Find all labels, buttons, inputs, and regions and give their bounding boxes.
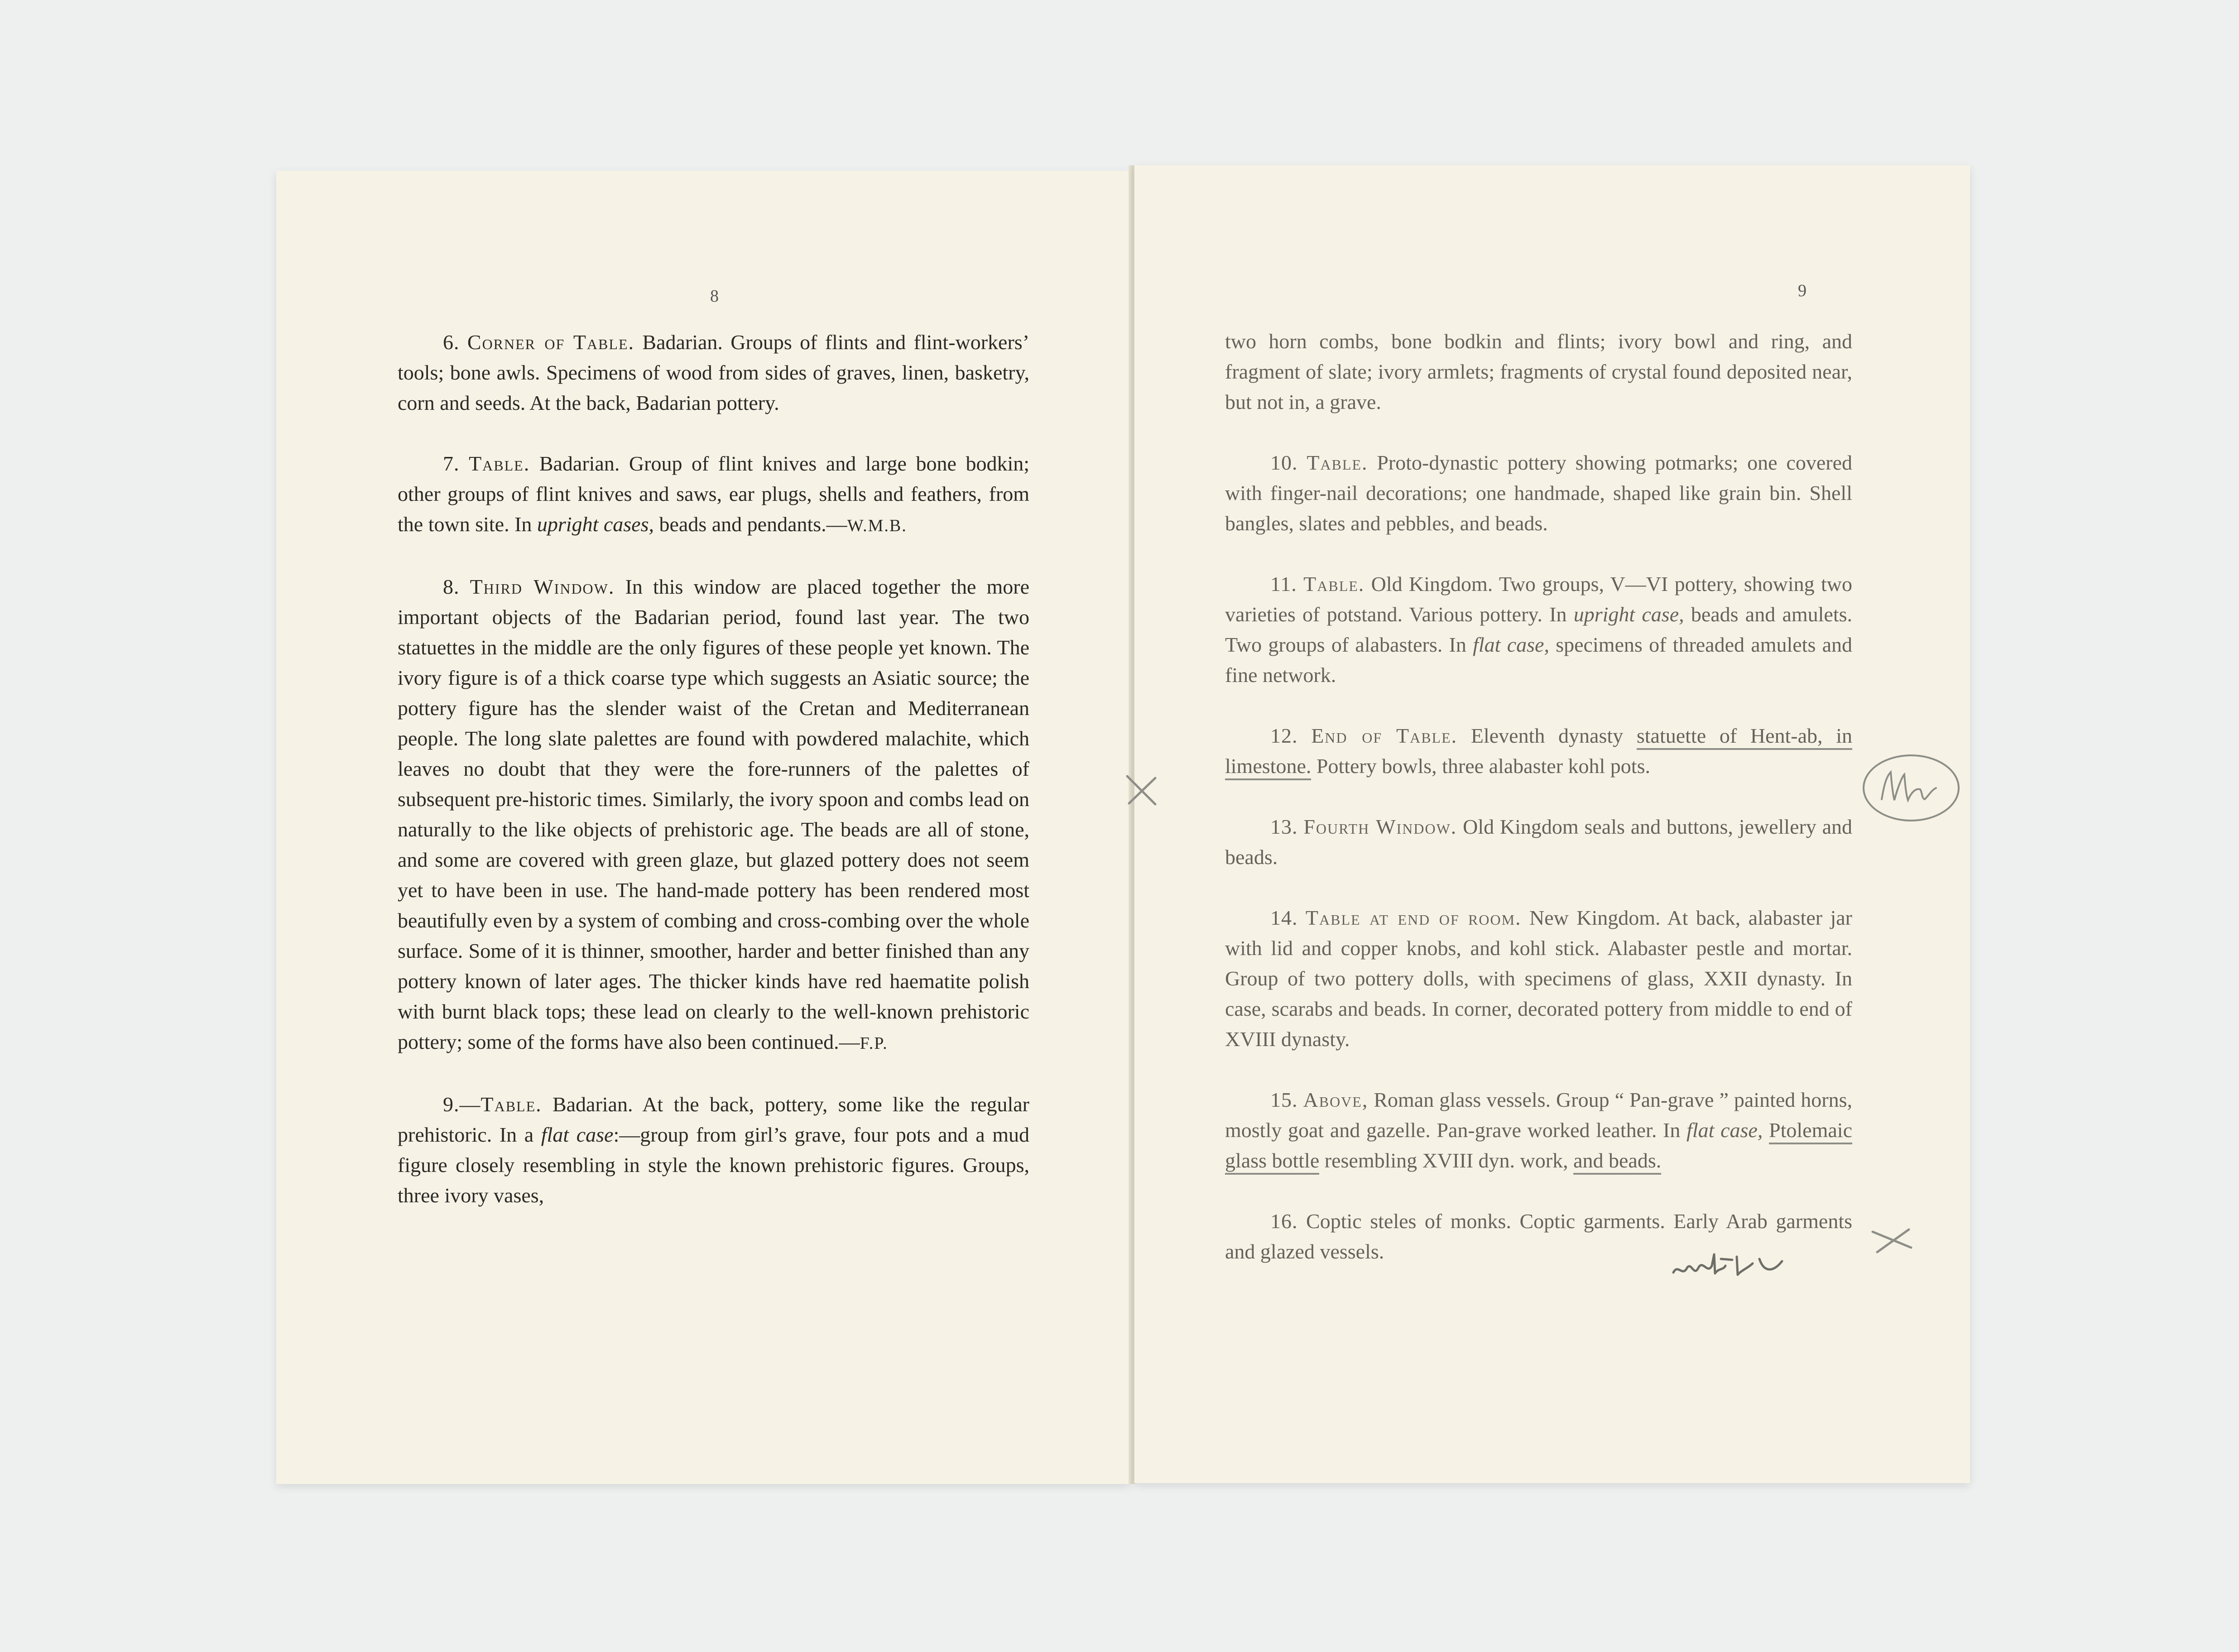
open-booklet: [276, 165, 1970, 1483]
entry-number: 13.: [1270, 815, 1298, 838]
entry-italic: upright case,: [1573, 603, 1684, 626]
entry-number: 6.: [443, 331, 460, 354]
entry-heading: Corner of Table.: [467, 331, 634, 354]
pencil-underlined-text: and beads.: [1573, 1149, 1661, 1175]
entry-heading: Table at end of room.: [1305, 906, 1522, 929]
entry-8: [398, 571, 1029, 1059]
entry-heading: Table.: [469, 452, 530, 475]
left-page: [276, 171, 1130, 1484]
author-initials: F.P.: [860, 1034, 888, 1053]
entry-9: [398, 1089, 1029, 1210]
entry-heading: End of Table.: [1311, 724, 1458, 747]
entry-heading: Table.: [1307, 451, 1368, 474]
entry-text: specimens of threaded amulets and fine network.: [1225, 633, 1853, 687]
entry-text: Old Kingdom seals and buttons, jewellery and beads.: [1225, 815, 1853, 869]
entry-text: Pottery bowls, three alabaster kohl pots.: [1316, 754, 1650, 778]
entry-7: [398, 448, 1029, 541]
entry-number: 14.: [1270, 906, 1298, 929]
entry-heading: Third Window.: [470, 575, 615, 598]
entry-11: [1225, 569, 1852, 690]
entry-heading: Above,: [1303, 1088, 1369, 1111]
right-page-text: [1225, 326, 1852, 1297]
entry-10: [1225, 447, 1852, 538]
entry-6: [398, 327, 1029, 418]
pencil-underlined-text: Ptolemaic glass bottle: [1225, 1119, 1852, 1175]
entry-12: [1225, 720, 1852, 781]
entry-text: Old Kingdom. Two groups, V—VI pottery, showing two varieties of potstand. Various pottery. In: [1225, 572, 1853, 626]
entry-italic: flat case,: [1686, 1119, 1763, 1142]
entry-heading: Table.: [1303, 572, 1365, 595]
entry-heading: Table.: [480, 1093, 542, 1116]
entry-number: 8.: [443, 575, 460, 598]
entry-number: 9.—: [443, 1093, 481, 1116]
entry-15: [1225, 1085, 1852, 1176]
page-number: 9: [1798, 281, 1807, 300]
entry-text: Proto-dynastic pottery showing potmarks; one covered with finger-nail decorations; one handmade, shaped like grain bin. Shell bangles, slates and pebbles, and beads.: [1225, 451, 1852, 535]
continued-text: two horn combs, bone bodkin and flints; ivory bowl and ring, and fragment of slate; ivory armlets; fragments of crystal found deposited near, but not in, a grave.: [1225, 330, 1852, 413]
entry-text: Badarian. At the back, pottery, some like the regular prehistoric. In a: [398, 1093, 1030, 1146]
entry-14: [1225, 903, 1852, 1054]
entry-number: 16.: [1270, 1210, 1298, 1233]
pencil-circled-note-icon: [1859, 749, 1963, 826]
entry-text: beads and pendants.—: [659, 513, 847, 536]
entry-text: resembling XVIII dyn. work,: [1324, 1149, 1568, 1172]
entry-text: Badarian. Group of flint knives and large bone bodkin; other groups of flint knives and saws, ear plugs, shells and feathers, from the town site. In: [398, 452, 1030, 536]
entry-italic: flat case: [541, 1123, 614, 1146]
entry-italic: upright cases,: [537, 513, 654, 536]
right-page: [1134, 165, 1970, 1483]
entry-text: beads and amulets. Two groups of alabasters. In: [1225, 603, 1853, 656]
entry-text: In this window are placed together the more important objects of the Badarian period, found last year. The two statuettes in the middle are the only figures of these people yet known. The ivory figure is of a thick coarse type which suggests an Asiatic source; the pottery figure has the slender waist of the Cretan and Mediterranean people. The long slate palettes are found with powdered malachite, which leaves no doubt that they were the fore-runners of the palettes of subsequent pre-historic times. Similarly, the ivory spoon and combs lead on naturally to the like objects of prehistoric age. The beads are all of stone, and some are covered with green glaze, but glazed pottery does not seem yet to have been in use. The hand-made pottery has been rendered most beautifully even by a system of combing and cross-combing over the whole surface. Some of it is thinner, smoother, harder and better finished than any pottery known of later ages. The thicker kinds have red haematite polish with burnt black tops; these lead on clearly to the well-known prehistoric pottery; some of the forms have also been continued.—: [398, 575, 1030, 1053]
pencil-scribble-icon: [1669, 1245, 1796, 1286]
entry-number: 10.: [1270, 451, 1298, 474]
pencil-cross-mark-icon: [1868, 1220, 1918, 1261]
author-initials: W.M.B.: [847, 516, 907, 535]
entry-13: [1225, 812, 1852, 872]
entry-heading: Fourth Window.: [1303, 815, 1457, 838]
pencil-underlined-text: statuette of Hent-ab, in limestone.: [1225, 724, 1852, 780]
entry-text: New Kingdom. At back, alabaster jar with lid and copper knobs, and kohl stick. Alabaster pestle and mortar. Group of two pottery dolls, with specimens of glass, XXII dynasty. In case, scarabs and beads. In corner, decorated pottery from middle to end of XVIII dynasty.: [1225, 906, 1852, 1051]
entry-number: 7.: [443, 452, 460, 475]
entry-text: Coptic steles of monks. Coptic garments. Early Arab garments and glazed vessels.: [1225, 1210, 1853, 1263]
pencil-cross-mark-icon: [1121, 770, 1162, 811]
entry-text: Eleventh dynasty: [1470, 724, 1624, 747]
entry-text: Roman glass vessels. Group “ Pan-grave ” painted horns, mostly goat and gazelle. Pan-grave worked leather. In: [1225, 1088, 1852, 1142]
entry-text: Badarian. Groups of flints and flint-workers’ tools; bone awls. Specimens of wood from sides of graves, linen, basketry, corn and seeds. At the back, Badarian pottery.: [398, 331, 1030, 414]
left-page-text: [398, 327, 1029, 1241]
entry-italic: flat case,: [1473, 633, 1549, 656]
entry-text: :—group from girl’s grave, four pots and a mud figure closely resembling in style the known prehistoric figures. Groups, three ivory vases,: [398, 1123, 1029, 1207]
entry-number: 15.: [1270, 1088, 1298, 1111]
page-number: 8: [710, 287, 719, 306]
entry-number: 11.: [1270, 572, 1297, 595]
entry-number: 12.: [1270, 724, 1298, 747]
